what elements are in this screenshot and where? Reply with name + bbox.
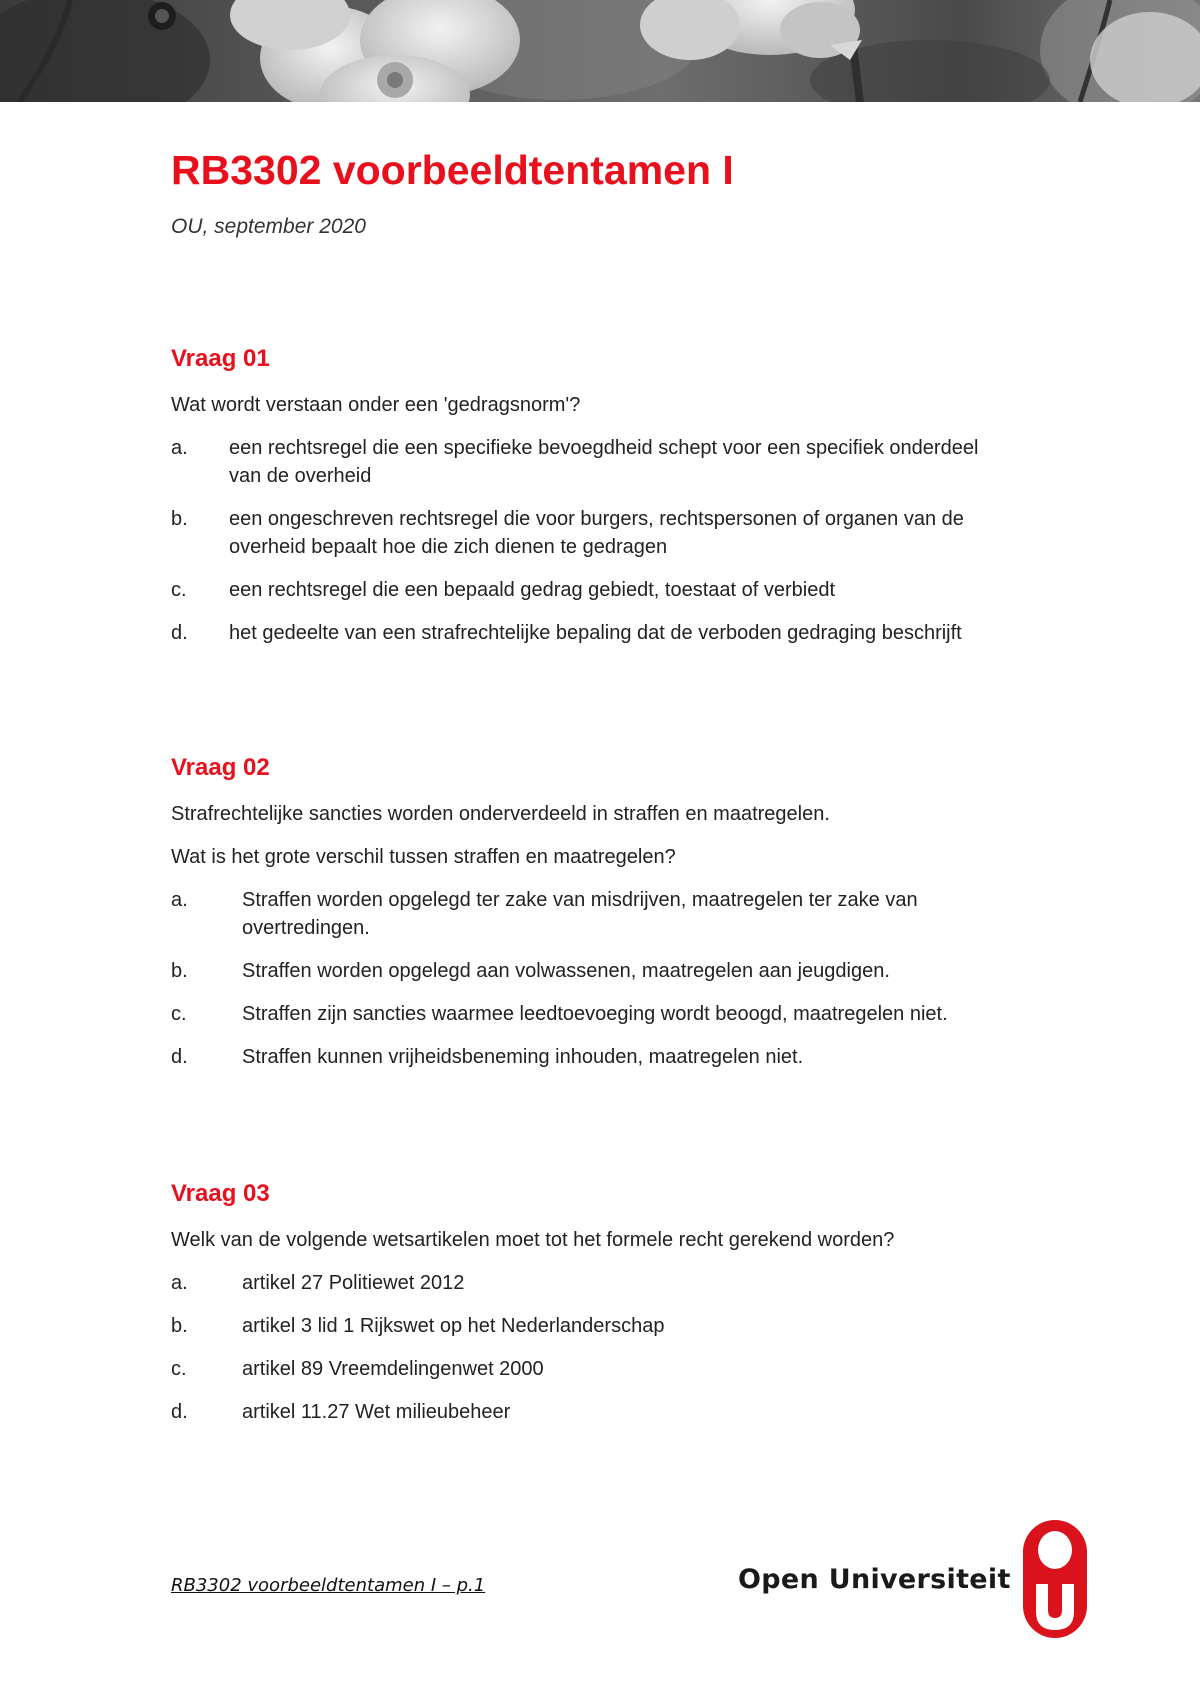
answer-text: artikel 89 Vreemdelingenwet 2000 [242, 1358, 544, 1380]
answer-letter: d. [171, 1046, 188, 1068]
question-03 [171, 1179, 1071, 1441]
answer-text: artikel 11.27 Wet milieubeheer [242, 1401, 511, 1423]
answer-list [171, 434, 1071, 647]
question-stem: Wat is het grote verschil tussen straffen en maatregelen? [171, 846, 676, 868]
document-title: RB3302 voorbeeldtentamen I [171, 147, 734, 193]
answer-letter: a. [171, 889, 188, 911]
answer-text: een rechtsregel die een bepaald gedrag gebiedt, toestaat of verbiedt [229, 579, 835, 601]
answer-option-d [171, 1398, 1062, 1426]
document-subtitle: OU, september 2020 [171, 215, 366, 238]
answer-letter: c. [171, 1003, 187, 1025]
answer-text: het gedeelte van een strafrechtelijke bepaling dat de verboden gedraging beschrijft [229, 622, 962, 644]
ou-wordmark: Open Universiteit [738, 1564, 1011, 1595]
answer-option-c [171, 1355, 1062, 1383]
question-heading: Vraag 03 [171, 1180, 270, 1207]
question-01 [171, 344, 1071, 662]
question-02 [171, 753, 1071, 1086]
footer-page-label: RB3302 voorbeeldtentamen I – p.1 [171, 1575, 486, 1596]
answer-text: een rechtsregel die een specifieke bevoegdheid schept voor een specifiek onderdeel van de overheid [229, 437, 979, 487]
answer-option-c [171, 1000, 1082, 1028]
answer-letter: b. [171, 960, 188, 982]
answer-option-c [171, 576, 1049, 604]
answer-text: artikel 27 Politiewet 2012 [242, 1272, 465, 1294]
ou-logo-mark-icon [1021, 1518, 1089, 1640]
answer-text: artikel 3 lid 1 Rijkswet op het Nederlanderschap [242, 1315, 665, 1337]
question-heading: Vraag 01 [171, 345, 270, 372]
answer-text: Straffen zijn sancties waarmee leedtoevoeging wordt beoogd, maatregelen niet. [242, 1003, 948, 1025]
answer-text: Straffen worden opgelegd ter zake van misdrijven, maatregelen ter zake van overtredingen. [242, 889, 918, 939]
ou-logo-icon [1021, 1518, 1089, 1640]
flower-banner-icon [0, 0, 1200, 102]
answer-option-d [171, 1043, 1062, 1071]
answer-text: Straffen kunnen vrijheidsbeneming inhouden, maatregelen niet. [242, 1046, 804, 1068]
answer-letter: d. [171, 622, 188, 644]
answer-option-b [171, 505, 1029, 561]
flower-banner-image [0, 0, 1200, 102]
answer-option-a [171, 1269, 1062, 1297]
answer-list [171, 1269, 1071, 1426]
question-heading: Vraag 02 [171, 754, 270, 781]
answer-letter: a. [171, 1272, 188, 1294]
question-stem: Welk van de volgende wetsartikelen moet tot het formele recht gerekend worden? [171, 1229, 895, 1251]
answer-list [171, 886, 1071, 1071]
answer-option-b [171, 957, 1062, 985]
question-stem: Wat wordt verstaan onder een 'gedragsnorm'? [171, 394, 581, 416]
answer-letter: c. [171, 1358, 187, 1380]
answer-option-a [171, 886, 1012, 942]
answer-letter: b. [171, 508, 188, 530]
answer-option-d [171, 619, 1069, 647]
answer-letter: a. [171, 437, 188, 459]
answer-option-a [171, 434, 989, 490]
question-stem: Strafrechtelijke sancties worden onderverdeeld in straffen en maatregelen. [171, 803, 830, 825]
answer-letter: c. [171, 579, 187, 601]
answer-text: Straffen worden opgelegd aan volwassenen, maatregelen aan jeugdigen. [242, 960, 890, 982]
answer-letter: b. [171, 1315, 188, 1337]
answer-letter: d. [171, 1401, 188, 1423]
answer-option-b [171, 1312, 1062, 1340]
answer-text: een ongeschreven rechtsregel die voor burgers, rechtspersonen of organen van de overheid bepaalt hoe die zich dienen te gedragen [229, 508, 964, 558]
